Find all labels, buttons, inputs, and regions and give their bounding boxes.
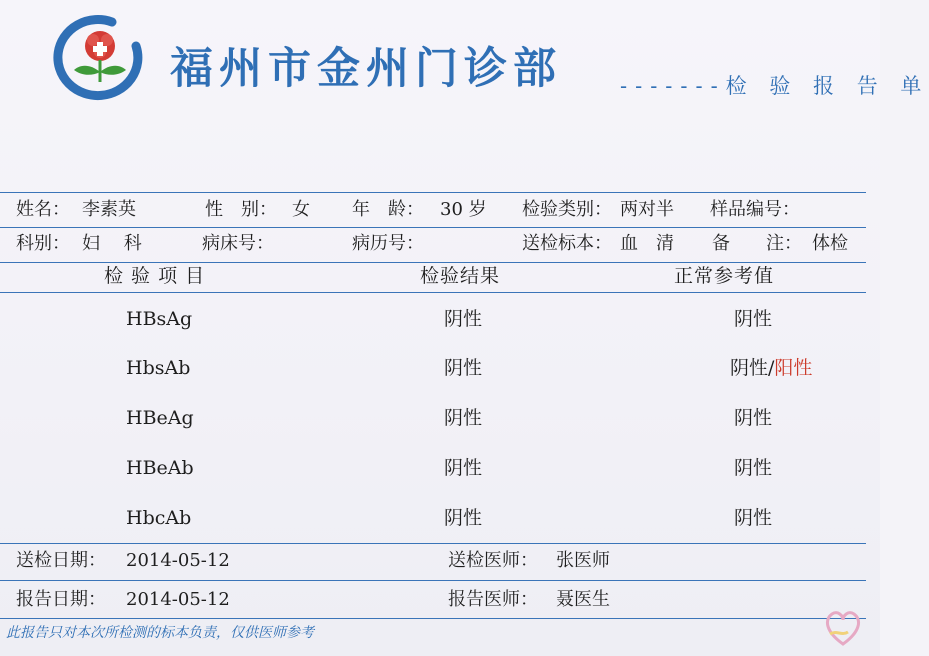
report-doctor-label: 报告医师： <box>448 589 538 610</box>
test-item-reference <box>734 310 772 329</box>
submit-doctor-label: 送检医师： <box>448 550 538 571</box>
test-item-result: 阴性 <box>444 407 483 429</box>
reference-value: 阴性 <box>734 507 773 529</box>
submit-doctor: 张医师 <box>556 550 610 571</box>
rule-footer-mid <box>0 580 866 581</box>
test-item-result: 阴性 <box>444 507 483 529</box>
test-item-reference <box>730 359 812 378</box>
patient-name: 李素英 <box>82 199 136 220</box>
test-item-name: HbcAb <box>126 507 192 529</box>
test-item-result: 阴性 <box>444 357 483 379</box>
test-item-reference <box>734 459 772 478</box>
submit-date-label: 送检日期： <box>16 550 106 571</box>
header-item: 检 验 项 目 <box>104 265 206 287</box>
rule-row2 <box>0 262 866 263</box>
clinic-name: 福州市金州门诊部 <box>170 44 562 94</box>
header-result: 检验结果 <box>420 265 501 287</box>
reference-value: 阴性 <box>734 308 773 330</box>
reference-value: 阴性 <box>734 407 773 429</box>
reference-value: 阴性/ <box>730 357 775 379</box>
record-label: 病历号： <box>352 233 424 254</box>
specimen-label: 送检标本： <box>522 233 612 254</box>
patient-age: 30 岁 <box>440 199 487 220</box>
test-type: 两对半 <box>620 199 674 220</box>
dept-label: 科别： <box>16 233 70 254</box>
clinic-logo-icon <box>52 16 148 102</box>
report-date-label: 报告日期： <box>16 589 106 610</box>
rule-footer-bottom <box>0 618 866 619</box>
report-doctor: 聂医生 <box>556 589 610 610</box>
test-item-name: HBeAg <box>126 407 194 429</box>
report-date: 2014-05-12 <box>126 589 230 610</box>
specimen: 血 清 <box>620 233 674 254</box>
remark: 体检 <box>812 233 848 254</box>
sex-label: 性 别： <box>205 199 277 220</box>
reference-value: 阴性 <box>734 457 773 479</box>
remark-label: 备 注： <box>712 233 802 254</box>
disclaimer-note: 此报告只对本次所检测的标本负责，仅供医师参考 <box>6 625 314 641</box>
heart-watermark-icon <box>818 600 868 650</box>
patient-dept: 妇 科 <box>82 233 142 254</box>
rule-row1 <box>0 227 866 228</box>
rule-table-bottom <box>0 543 866 544</box>
patient-sex: 女 <box>292 199 310 220</box>
test-item-name: HbsAb <box>126 357 191 379</box>
test-type-label: 检验类别： <box>522 199 612 220</box>
rule-header <box>0 292 866 293</box>
rule-top <box>0 192 866 193</box>
name-label: 姓名： <box>16 199 70 220</box>
report-title: -------检 验 报 告 单 <box>620 74 929 98</box>
age-label: 年 龄： <box>352 199 424 220</box>
reference-value-extra: 阳性 <box>774 357 813 379</box>
test-item-reference <box>734 409 772 428</box>
bed-label: 病床号： <box>202 233 274 254</box>
sample-no-label: 样品编号： <box>710 199 800 220</box>
test-item-result: 阴性 <box>444 308 483 330</box>
submit-date: 2014-05-12 <box>126 550 230 571</box>
test-item-reference <box>734 509 772 528</box>
header-reference: 正常参考值 <box>674 265 775 287</box>
test-item-result: 阴性 <box>444 457 483 479</box>
test-item-name: HBsAg <box>126 308 193 330</box>
test-item-name: HBeAb <box>126 457 194 479</box>
